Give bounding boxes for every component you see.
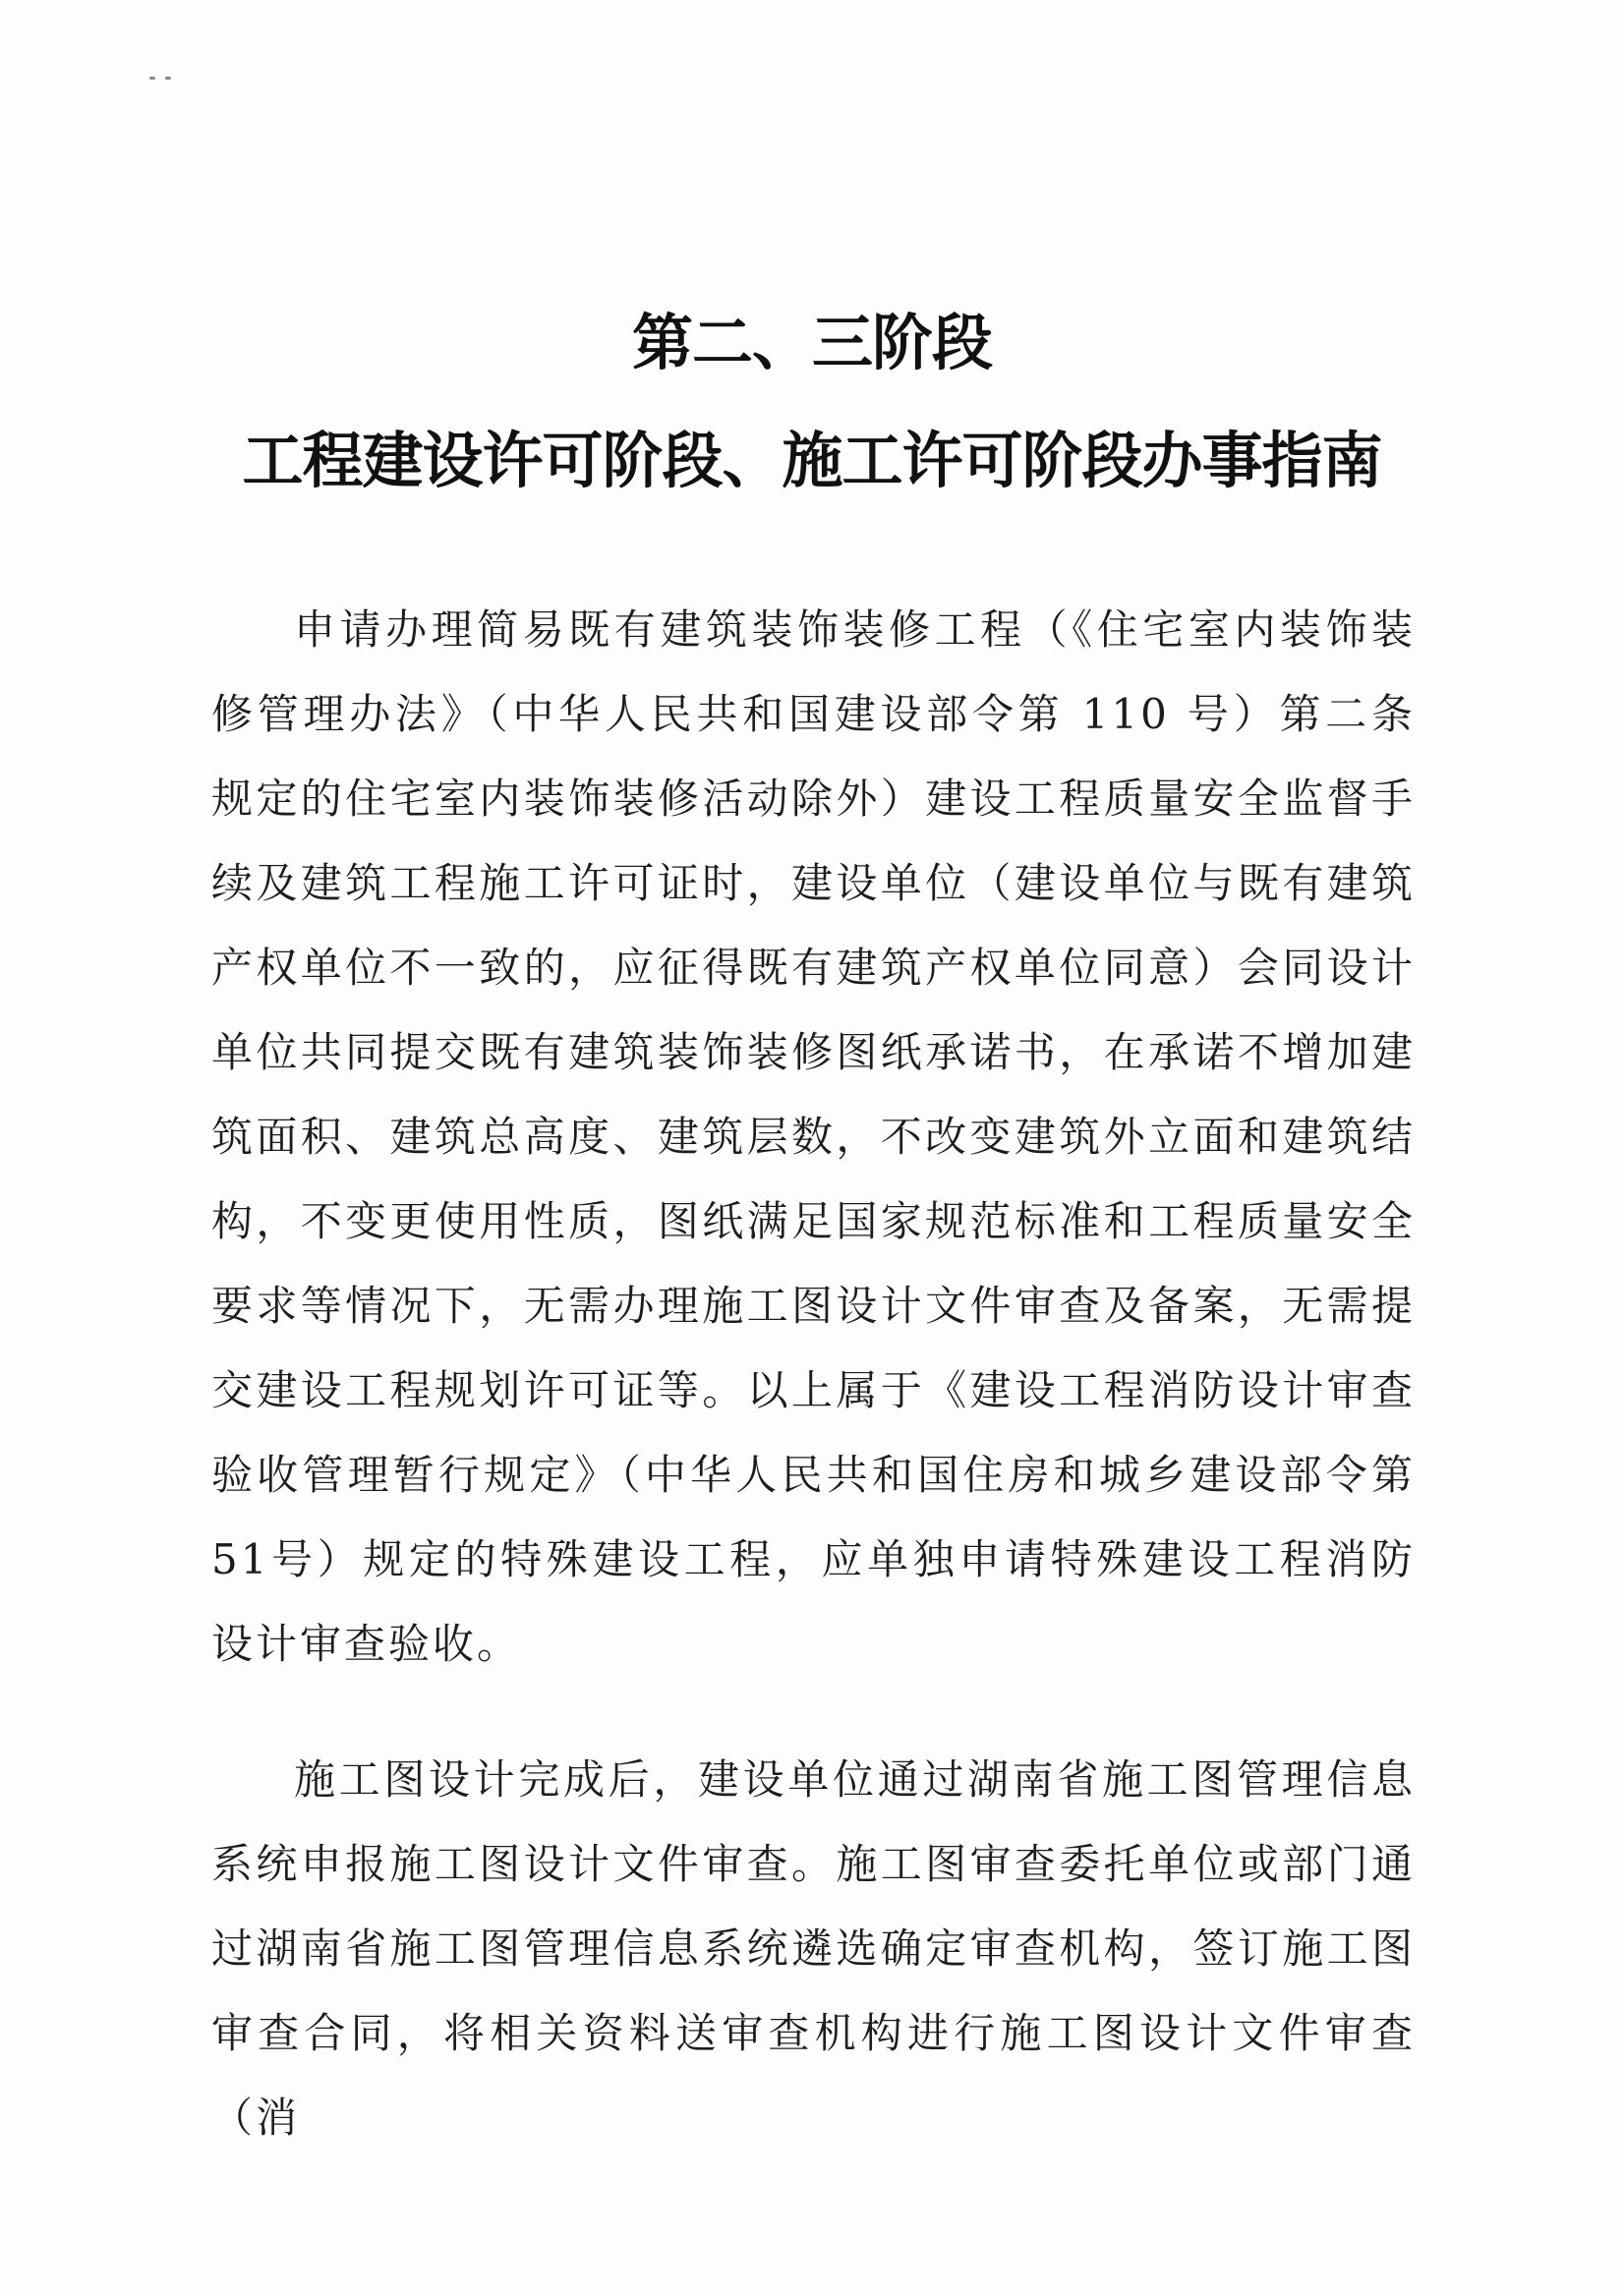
document-title [0,307,1624,496]
paragraph-1: 申请办理简易既有建筑装饰装修工程（《住宅室内装饰装修管理办法》（中华人民共和国建设部令第 110 号）第二条规定的住宅室内装饰装修活动除外）建设工程质量安全监督手续及建筑工程施工许可证时，建设单位（建设单位与既有建筑产权单位不一致的，应征得既有建筑产权单位同意）会同设计单位共同提交既有建筑装饰装修图纸承诺书，在承诺不增加建筑面积、建筑总高度、建筑层数，不改变建筑外立面和建筑结构，不变更使用性质，图纸满足国家规范标准和工程质量安全要求等情况下，无需办理施工图设计文件审查及备案，无需提交建设工程规划许可证等。以上属于《建设工程消防设计审查验收管理暂行规定》（中华人民共和国住房和城乡建设部令第51号）规定的特殊建设工程，应单独申请特殊建设工程消防设计审查验收。 [211,605,1416,1668]
paragraph-2: 施工图设计完成后，建设单位通过湖南省施工图管理信息系统申报施工图设计文件审查。施工图审查委托单位或部门通过湖南省施工图管理信息系统遴选确定审查机构，签订施工图审查合同，将相关资料送审查机构进行施工图设计文件审查（消 [211,1755,1416,2142]
title-line-2: 工程建设许可阶段、施工许可阶段办事指南 [242,425,1382,496]
document-body [211,588,1416,2160]
scan-speck [165,77,171,80]
scan-speck [149,77,155,80]
title-line-1: 第二、三阶段 [631,307,992,378]
